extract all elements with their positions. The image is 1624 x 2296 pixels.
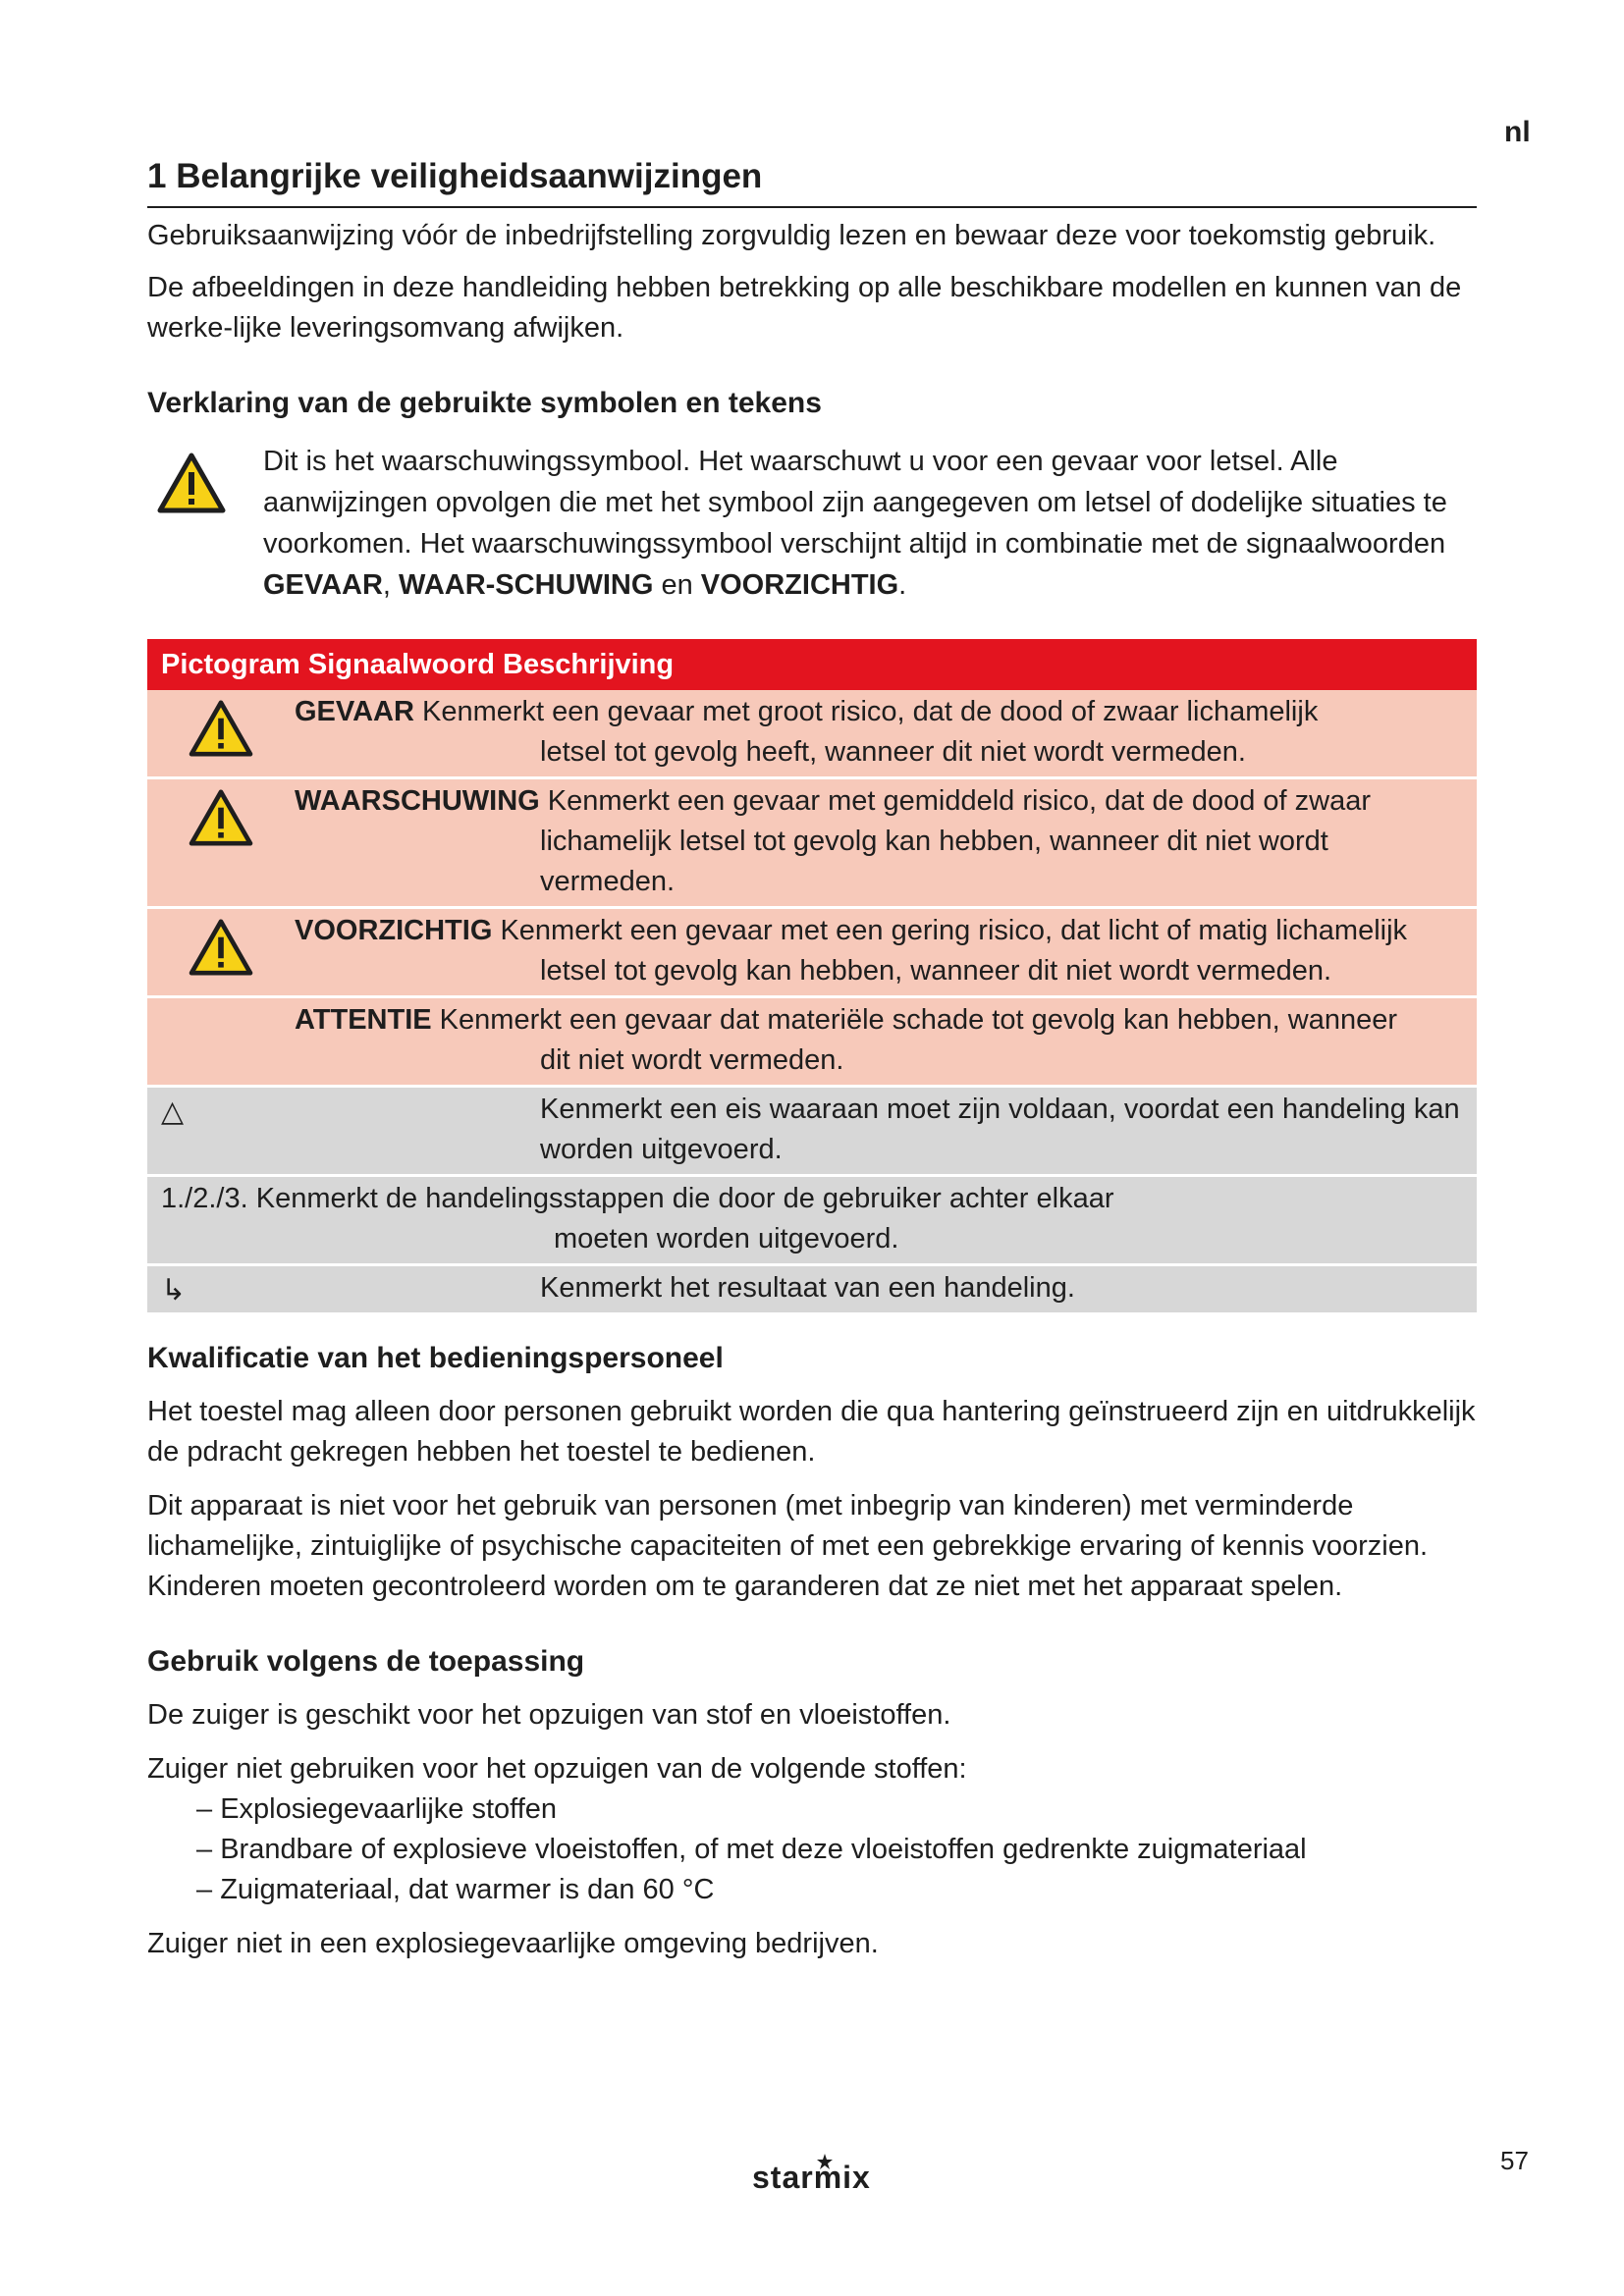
table-header: Pictogram Signaalwoord Beschrijving: [147, 639, 1477, 690]
usage-paragraph-3: Zuiger niet in een explosiegevaarlijke omgeving bedrijven.: [147, 1928, 879, 1959]
qualification-paragraph-2: Dit apparaat is niet voor het gebruik van personen (met inbegrip van kinderen) met verminderde lichamelijke, zintuiglijke of psychische capaciteiten of met een gebrekkige ervaring of kennis voorzien. Kinderen moeten gecontroleerd worden om te garanderen dat ze niet met het apparaat spelen.: [147, 1490, 1429, 1602]
result-arrow-icon: ↳: [161, 1274, 187, 1307]
language-code: nl: [1504, 116, 1531, 148]
row-description: Kenmerkt een eis waaraan moet zijn voldaan, voordat een handeling kan worden uitgevoerd.: [295, 1088, 1477, 1177]
logo-text: starmix: [752, 2160, 871, 2195]
warning-triangle-icon: [189, 789, 253, 846]
usage-heading: Gebruik volgens de toepassing: [147, 1645, 585, 1678]
row-description: 1./2./3. Kenmerkt de handelingsstappen die door de gebruiker achter elkaar moeten worden uitgevoerd.: [147, 1177, 1477, 1266]
list-item: – Zuigmateriaal, dat warmer is dan 60 °C: [196, 1870, 1477, 1910]
row-description: GEVAAR Kenmerkt een gevaar met groot risico, dat de dood of zwaar lichamelijk letsel tot gevolg heeft, wanneer dit niet wordt vermeden.: [295, 690, 1477, 779]
excluded-substances-list: [196, 1789, 1477, 1910]
intro-paragraph-2: De afbeeldingen in deze handleiding hebben betrekking op alle beschikbare modellen en kunnen van de werke-lijke leveringsomvang afwijken.: [147, 272, 1462, 344]
warning-triangle-icon: [189, 700, 253, 757]
table-row: [147, 690, 1477, 779]
table-row: [147, 998, 1477, 1088]
page-number: 57: [1500, 2146, 1529, 2175]
row-description: ATTENTIE Kenmerkt een gevaar dat materiële schade tot gevolg kan hebben, wanneer dit niet wordt vermeden.: [295, 998, 1477, 1088]
intro-paragraph-1: Gebruiksaanwijzing vóór de inbedrijfstelling zorgvuldig lezen en bewaar deze voor toekomstig gebruik.: [147, 220, 1436, 251]
qualification-heading: Kwalificatie van het bedieningspersoneel: [147, 1342, 724, 1374]
list-item: – Explosiegevaarlijke stoffen: [196, 1789, 1477, 1830]
row-description: WAARSCHUWING Kenmerkt een gevaar met gemiddeld risico, dat de dood of zwaar lichamelijk letsel tot gevolg kan hebben, wanneer dit niet wordt vermeden.: [295, 779, 1477, 909]
usage-paragraph-1: De zuiger is geschikt voor het opzuigen van stof en vloeistoffen.: [147, 1699, 951, 1731]
page-title: 1 Belangrijke veiligheidsaanwijzingen: [147, 157, 1477, 208]
list-item: – Brandbare of explosieve vloeistoffen, of met deze vloeistoffen gedrenkte zuigmateriaal: [196, 1830, 1477, 1870]
warning-triangle-icon: [189, 919, 253, 976]
table-row: [147, 1177, 1477, 1266]
usage-paragraph-2: Zuiger niet gebruiken voor het opzuigen van de volgende stoffen:: [147, 1753, 967, 1785]
qualification-paragraph-1: Het toestel mag alleen door personen gebruikt worden die qua hantering geïnstrueerd zijn en uitdrukkelijk de pdracht gekregen hebben het toestel te bedienen.: [147, 1396, 1476, 1468]
symbols-table: [147, 639, 1477, 1315]
page-content: [147, 157, 1477, 1964]
table-row: [147, 909, 1477, 998]
table-row: [147, 1088, 1477, 1177]
row-description: VOORZICHTIG Kenmerkt een gevaar met een gering risico, dat licht of matig lichamelijk letsel tot gevolg kan hebben, wanneer dit niet wordt vermeden.: [295, 909, 1477, 998]
warning-explanation-text: Dit is het waarschuwingssymbool. Het waarschuwt u voor een gevaar voor letsel. Alle aanwijzingen opvolgen die met het symbool zijn aangegeven om letsel of dodelijke situaties te voorkomen. Het waarschuwingssymbool verschijnt altijd in combinatie met de signaalwoorden GEVAAR, WAAR-SCHUWING en VOORZICHTIG.: [263, 446, 1447, 601]
warning-triangle-icon: [157, 453, 226, 513]
starmix-logo: [748, 2152, 876, 2196]
table-row: [147, 779, 1477, 909]
table-row: [147, 1266, 1477, 1315]
row-description: Kenmerkt het resultaat van een handeling.: [295, 1266, 1477, 1315]
warning-symbol-explanation: [147, 441, 1477, 606]
requirement-triangle-icon: △: [161, 1095, 185, 1128]
symbols-heading: Verklaring van de gebruikte symbolen en tekens: [147, 387, 822, 419]
